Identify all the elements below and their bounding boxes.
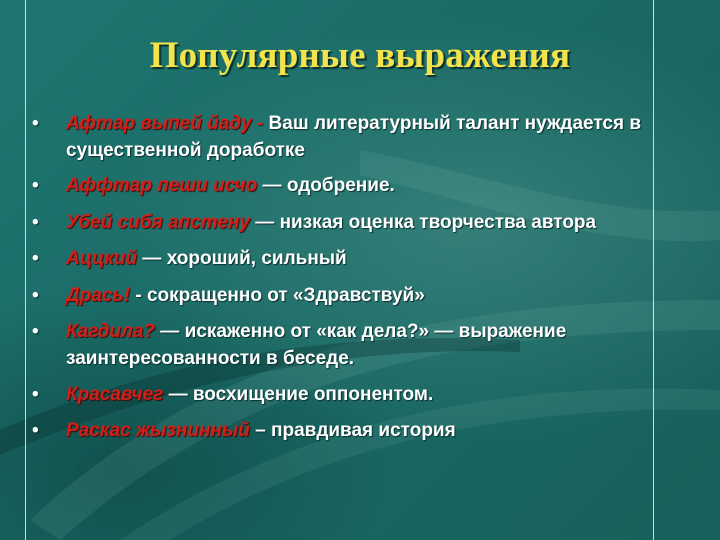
slide-title: Популярные выражения <box>149 35 571 76</box>
bullet-item <box>30 417 680 444</box>
bullet-dot-icon: • <box>32 285 39 306</box>
slang-term: Кагдила? <box>66 321 156 342</box>
separator: – <box>249 420 271 441</box>
slang-term: Раскас жызнинный <box>66 420 250 441</box>
bullet-item <box>30 282 680 309</box>
bullet-dot-icon: • <box>32 113 39 134</box>
slang-term: Дрась! <box>66 285 131 306</box>
bullet-item <box>30 381 680 408</box>
bullet-item <box>30 209 680 236</box>
meaning: Ваш литературный талант нуждается в существенной доработке <box>66 113 642 161</box>
meaning: восхищение оппонентом. <box>192 384 434 405</box>
bullet-dot-icon: • <box>32 384 39 405</box>
meaning: хороший, сильный <box>166 248 347 269</box>
meaning: одобрение. <box>286 175 395 196</box>
bullet-item <box>30 172 680 199</box>
separator: — <box>163 384 193 405</box>
bullet-dot-icon: • <box>32 175 39 196</box>
meaning: искаженно от «как дела?» — выражение заинтересованности в беседе. <box>66 321 567 369</box>
meaning: правдивая история <box>270 420 456 441</box>
meaning: низкая оценка творчества автора <box>279 212 597 233</box>
separator: — <box>250 212 280 233</box>
meaning: сокращенно от «Здравствуй» <box>146 285 425 306</box>
slang-term: Аффтар пеши исчо <box>66 175 258 196</box>
bullet-item <box>30 318 680 372</box>
left-vertical-frame-line <box>25 0 26 540</box>
separator: - <box>251 113 269 134</box>
bullet-list <box>30 110 680 444</box>
bullet-dot-icon: • <box>32 420 39 441</box>
separator: — <box>155 321 185 342</box>
slang-term: Убей сибя апстену <box>66 212 251 233</box>
slang-term: Афтар выпей йаду <box>66 113 252 134</box>
separator: — <box>257 175 287 196</box>
bullet-dot-icon: • <box>32 321 39 342</box>
bullet-item <box>30 245 680 272</box>
separator: — <box>137 248 167 269</box>
bullet-item <box>30 110 680 164</box>
bullet-dot-icon: • <box>32 212 39 233</box>
slang-term: Аццкий <box>66 248 138 269</box>
slang-term: Красавчег <box>66 384 164 405</box>
separator: - <box>130 285 147 306</box>
bullet-dot-icon: • <box>32 248 39 269</box>
